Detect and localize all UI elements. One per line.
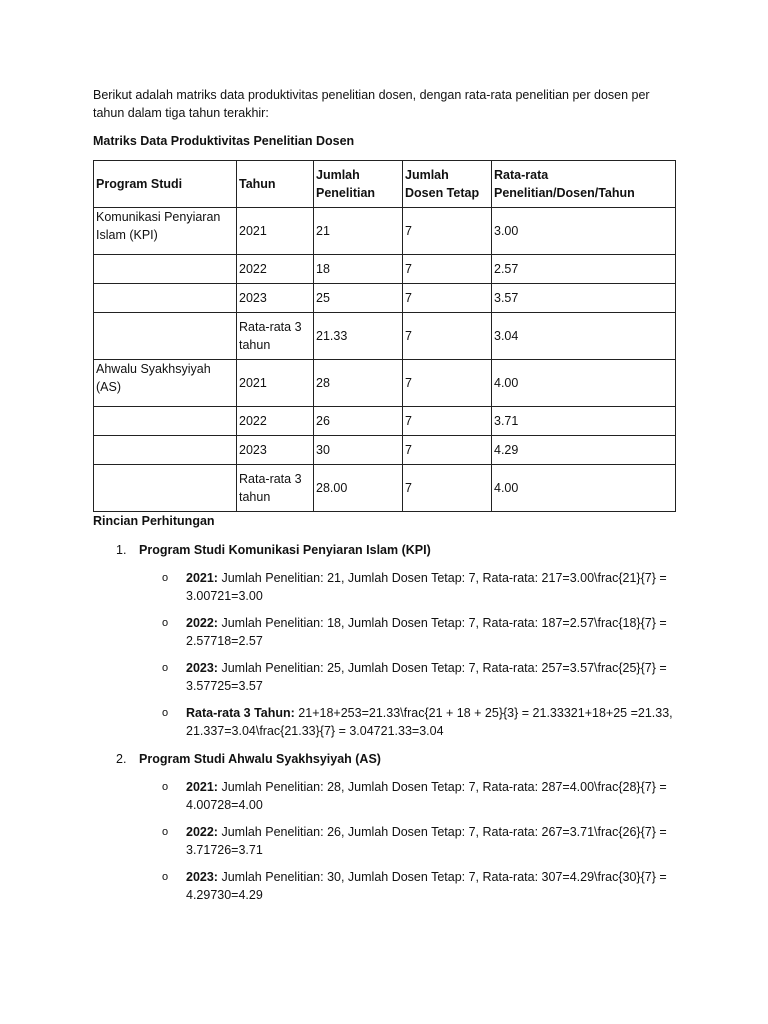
cell-jumlah-dosen: 7 (403, 284, 492, 313)
list-item (139, 868, 683, 904)
cell-jumlah-dosen: 7 (403, 360, 492, 407)
item-label: 2022: (186, 825, 218, 839)
table-row (94, 407, 676, 436)
cell-jumlah-dosen: 7 (403, 436, 492, 465)
intro-paragraph: Berikut adalah matriks data produktivitas penelitian dosen, dengan rata-rata penelitian per dosen per tahun dalam tiga tahun terakhir: (93, 88, 650, 120)
header-jumlah-dosen-tetap: Jumlah Dosen Tetap (403, 161, 492, 208)
list-item (93, 541, 683, 740)
cell-jumlah-penelitian: 18 (314, 255, 403, 284)
list-item (139, 569, 683, 605)
calculation-list (93, 541, 683, 904)
cell-jumlah-dosen: 7 (403, 313, 492, 360)
list-item (139, 778, 683, 814)
list-number: 2. (116, 752, 127, 766)
table-row (94, 436, 676, 465)
bullet-icon: o (162, 871, 169, 883)
cell-jumlah-penelitian: 26 (314, 407, 403, 436)
details-title: Rincian Perhitungan (93, 514, 215, 528)
document-page (93, 86, 683, 914)
cell-jumlah-penelitian: 30 (314, 436, 403, 465)
cell-program: Ahwalu Syakhsyiyah (AS) (94, 360, 237, 407)
header-program-studi: Program Studi (94, 161, 237, 208)
item-label: 2021: (186, 780, 218, 794)
item-label: 2021: (186, 571, 218, 585)
cell-jumlah-dosen: 7 (403, 407, 492, 436)
cell-rata-rata: 3.57 (492, 284, 676, 313)
cell-rata-rata: 3.71 (492, 407, 676, 436)
table-title: Matriks Data Produktivitas Penelitian Dosen (93, 134, 355, 148)
cell-jumlah-dosen: 7 (403, 208, 492, 255)
cell-program (94, 436, 237, 465)
item-text: Jumlah Penelitian: 21, Jumlah Dosen Tetap: 7, Rata-rata: 217=3.00\frac{21}{7} = 3.00721=3.00 (186, 571, 667, 603)
cell-rata-rata: 4.00 (492, 360, 676, 407)
cell-program (94, 313, 237, 360)
table-row (94, 465, 676, 512)
bullet-icon: o (162, 781, 169, 793)
cell-program (94, 407, 237, 436)
productivity-table (93, 160, 676, 512)
header-jumlah-penelitian: Jumlah Penelitian (314, 161, 403, 208)
list-item (139, 659, 683, 695)
item-text: Jumlah Penelitian: 30, Jumlah Dosen Tetap: 7, Rata-rata: 307=4.29\frac{30}{7} = 4.29730=4.29 (186, 870, 667, 902)
table-row (94, 360, 676, 407)
cell-program: Komunikasi Penyiaran Islam (KPI) (94, 208, 237, 255)
item-text: Jumlah Penelitian: 25, Jumlah Dosen Tetap: 7, Rata-rata: 257=3.57\frac{25}{7} = 3.57725=3.57 (186, 661, 667, 693)
cell-rata-rata: 4.00 (492, 465, 676, 512)
cell-tahun: 2021 (237, 208, 314, 255)
cell-program (94, 465, 237, 512)
bullet-icon: o (162, 572, 169, 584)
sub-list (139, 569, 683, 740)
cell-jumlah-penelitian: 21 (314, 208, 403, 255)
cell-tahun: 2022 (237, 255, 314, 284)
cell-jumlah-penelitian: 28.00 (314, 465, 403, 512)
table-row (94, 255, 676, 284)
list-item (93, 750, 683, 904)
section-title: Program Studi Komunikasi Penyiaran Islam (KPI) (139, 543, 431, 557)
cell-jumlah-penelitian: 25 (314, 284, 403, 313)
item-text: 21+18+253=21.33\frac{21 + 18 + 25}{3} = 21.33321+18+25 =21.33, 21.337=3.04\frac{21.33}{7} = 3.04721.33=3.04 (186, 706, 673, 738)
list-item (139, 704, 683, 740)
item-label: 2023: (186, 870, 218, 884)
section-title: Program Studi Ahwalu Syakhsyiyah (AS) (139, 752, 381, 766)
table-header-row (94, 161, 676, 208)
cell-tahun: Rata-rata 3 tahun (237, 465, 314, 512)
item-label: 2022: (186, 616, 218, 630)
item-label: 2023: (186, 661, 218, 675)
cell-tahun: 2021 (237, 360, 314, 407)
bullet-icon: o (162, 707, 169, 719)
cell-program (94, 255, 237, 284)
header-tahun: Tahun (237, 161, 314, 208)
table-row (94, 208, 676, 255)
bullet-icon: o (162, 826, 169, 838)
cell-tahun: 2023 (237, 436, 314, 465)
table-row (94, 313, 676, 360)
cell-jumlah-dosen: 7 (403, 465, 492, 512)
list-number: 1. (116, 543, 127, 557)
header-rata-rata: Rata-rata Penelitian/Dosen/Tahun (492, 161, 676, 208)
sub-list (139, 778, 683, 904)
list-item (139, 614, 683, 650)
table-row (94, 284, 676, 313)
item-label: Rata-rata 3 Tahun: (186, 706, 295, 720)
bullet-icon: o (162, 617, 169, 629)
cell-tahun: 2022 (237, 407, 314, 436)
cell-jumlah-dosen: 7 (403, 255, 492, 284)
cell-tahun: 2023 (237, 284, 314, 313)
cell-rata-rata: 3.00 (492, 208, 676, 255)
cell-program (94, 284, 237, 313)
cell-tahun: Rata-rata 3 tahun (237, 313, 314, 360)
cell-jumlah-penelitian: 21.33 (314, 313, 403, 360)
cell-jumlah-penelitian: 28 (314, 360, 403, 407)
item-text: Jumlah Penelitian: 18, Jumlah Dosen Tetap: 7, Rata-rata: 187=2.57\frac{18}{7} = 2.57718=2.57 (186, 616, 667, 648)
list-item (139, 823, 683, 859)
cell-rata-rata: 3.04 (492, 313, 676, 360)
bullet-icon: o (162, 662, 169, 674)
cell-rata-rata: 4.29 (492, 436, 676, 465)
item-text: Jumlah Penelitian: 28, Jumlah Dosen Tetap: 7, Rata-rata: 287=4.00\frac{28}{7} = 4.00728=4.00 (186, 780, 667, 812)
item-text: Jumlah Penelitian: 26, Jumlah Dosen Tetap: 7, Rata-rata: 267=3.71\frac{26}{7} = 3.71726=3.71 (186, 825, 667, 857)
cell-rata-rata: 2.57 (492, 255, 676, 284)
